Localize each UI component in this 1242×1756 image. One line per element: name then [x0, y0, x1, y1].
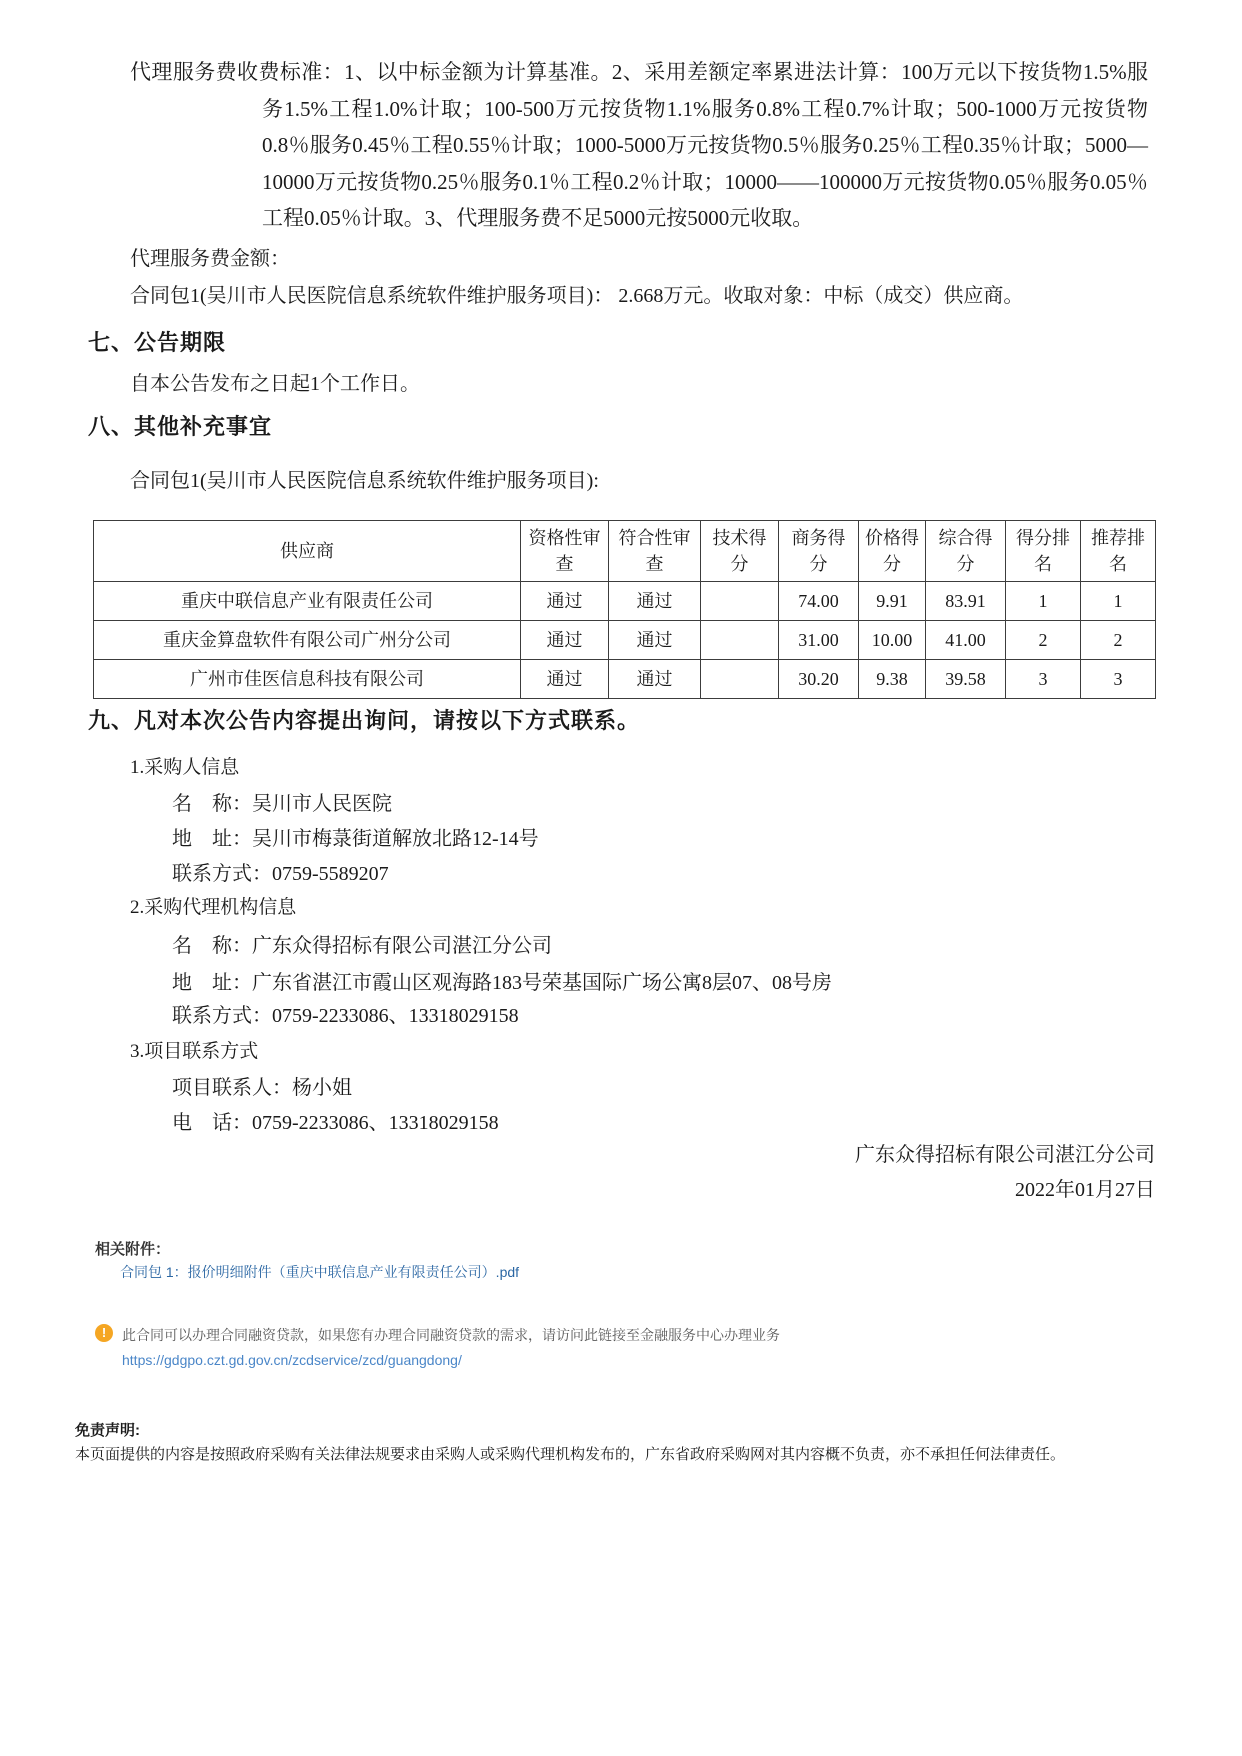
- table-row: [94, 621, 1156, 660]
- table-header-row: [94, 521, 1156, 582]
- cell-price: 9.38: [859, 660, 926, 699]
- col-header-qualification-review: 资格性审查: [521, 521, 609, 582]
- cell-supplier: 重庆中联信息产业有限责任公司: [94, 582, 521, 621]
- cell-qualification: 通过: [521, 582, 609, 621]
- signature-date: 2022年01月27日: [1015, 1179, 1155, 1201]
- project-contact-label: 3.项目联系方式: [130, 1041, 259, 1062]
- cell-total: 83.91: [926, 582, 1006, 621]
- cell-supplier: 重庆金算盘软件有限公司广州分公司: [94, 621, 521, 660]
- attachments-label: 相关附件：: [95, 1241, 171, 1258]
- cell-business: 31.00: [779, 621, 859, 660]
- table-row: [94, 660, 1156, 699]
- col-header-recommend-rank: 推荐排名: [1081, 521, 1156, 582]
- table-row: [94, 582, 1156, 621]
- cell-recommend-rank: 2: [1081, 621, 1156, 660]
- cell-price: 9.91: [859, 582, 926, 621]
- cell-technical: [701, 621, 779, 660]
- fee-standard-paragraph: 代理服务费收费标准：1、以中标金额为计算基准。2、采用差额定率累进法计算：100万元以下按货物1.5%服务1.5%工程1.0%计取；100-500万元按货物1.1%服务0.8%工程0.7%计取；500-1000万元按货物0.8％服务0.45％工程0.55％计取；1000-5000万元按货物0.5％服务0.25％工程0.35％计取；5000—10000万元按货物0.25％服务0.1％工程0.2％计取；10000——100000万元按货物0.05％服务0.05％工程0.05％计取。3、代理服务费不足5000元按5000元收取。: [130, 60, 1148, 230]
- cell-qualification: 通过: [521, 660, 609, 699]
- cell-score-rank: 1: [1006, 582, 1081, 621]
- section7-title: 七、公告期限: [88, 330, 227, 355]
- section9-title: 九、凡对本次公告内容提出询问，请按以下方式联系。: [88, 708, 641, 733]
- col-header-business-score: 商务得分: [779, 521, 859, 582]
- section8-title: 八、其他补充事宜: [88, 414, 273, 439]
- cell-price: 10.00: [859, 621, 926, 660]
- section7-body: 自本公告发布之日起1个工作日。: [130, 373, 420, 395]
- supplier-score-table: [93, 520, 1156, 699]
- disclaimer-body: 本页面提供的内容是按照政府采购有关法律法规要求由采购人或采购代理机构发布的，广东省政府采购网对其内容概不负责，亦不承担任何法律责任。: [75, 1446, 1066, 1463]
- purchaser-address: 地 址：吴川市梅菉街道解放北路12-14号: [172, 828, 539, 850]
- finance-service-url-link[interactable]: https://gdgpo.czt.gd.gov.cn/zcdservice/zcd/guangdong/: [122, 1352, 462, 1368]
- fee-amount-line: 合同包1(吴川市人民医院信息系统软件维护服务项目)： 2.668万元。收取对象：中标（成交）供应商。: [130, 285, 1024, 307]
- cell-recommend-rank: 1: [1081, 582, 1156, 621]
- purchaser-info-label: 1.采购人信息: [130, 757, 240, 778]
- cell-technical: [701, 582, 779, 621]
- col-header-score-rank: 得分排名: [1006, 521, 1081, 582]
- cell-score-rank: 2: [1006, 621, 1081, 660]
- cell-conformity: 通过: [609, 582, 701, 621]
- purchaser-name: 名 称：吴川市人民医院: [172, 793, 392, 815]
- agency-address: 地 址：广东省湛江市霞山区观海路183号荣基国际广场公寓8层07、08号房: [172, 972, 832, 994]
- agency-name: 名 称：广东众得招标有限公司湛江分公司: [172, 935, 552, 957]
- col-header-conformity-review: 符合性审查: [609, 521, 701, 582]
- col-header-supplier: 供应商: [94, 521, 521, 582]
- cell-business: 30.20: [779, 660, 859, 699]
- cell-qualification: 通过: [521, 621, 609, 660]
- fee-amount-label: 代理服务费金额：: [130, 248, 290, 270]
- col-header-technical-score: 技术得分: [701, 521, 779, 582]
- agency-contact: 联系方式：0759-2233086、13318029158: [172, 1005, 519, 1027]
- cell-conformity: 通过: [609, 621, 701, 660]
- cell-recommend-rank: 3: [1081, 660, 1156, 699]
- agency-info-label: 2.采购代理机构信息: [130, 897, 297, 918]
- exclamation-icon: !: [95, 1324, 113, 1342]
- finance-notice-text: 此合同可以办理合同融资贷款，如果您有办理合同融资贷款的需求，请访问此链接至金融服务中心办理业务: [122, 1327, 780, 1343]
- col-header-price-score: 价格得分: [859, 521, 926, 582]
- project-contact-person: 项目联系人：杨小姐: [172, 1077, 352, 1099]
- cell-conformity: 通过: [609, 660, 701, 699]
- cell-score-rank: 3: [1006, 660, 1081, 699]
- cell-business: 74.00: [779, 582, 859, 621]
- attachment-pdf-link[interactable]: 合同包 1：报价明细附件（重庆中联信息产业有限责任公司）.pdf: [120, 1264, 520, 1280]
- cell-supplier: 广州市佳医信息科技有限公司: [94, 660, 521, 699]
- col-header-total-score: 综合得分: [926, 521, 1006, 582]
- section8-package-line: 合同包1(吴川市人民医院信息系统软件维护服务项目):: [130, 470, 599, 492]
- cell-technical: [701, 660, 779, 699]
- disclaimer-title: 免责声明:: [75, 1422, 140, 1439]
- cell-total: 41.00: [926, 621, 1006, 660]
- signature-company: 广东众得招标有限公司湛江分公司: [855, 1144, 1155, 1166]
- purchaser-contact: 联系方式：0759-5589207: [172, 863, 389, 885]
- cell-total: 39.58: [926, 660, 1006, 699]
- project-contact-phone: 电 话：0759-2233086、13318029158: [172, 1112, 499, 1134]
